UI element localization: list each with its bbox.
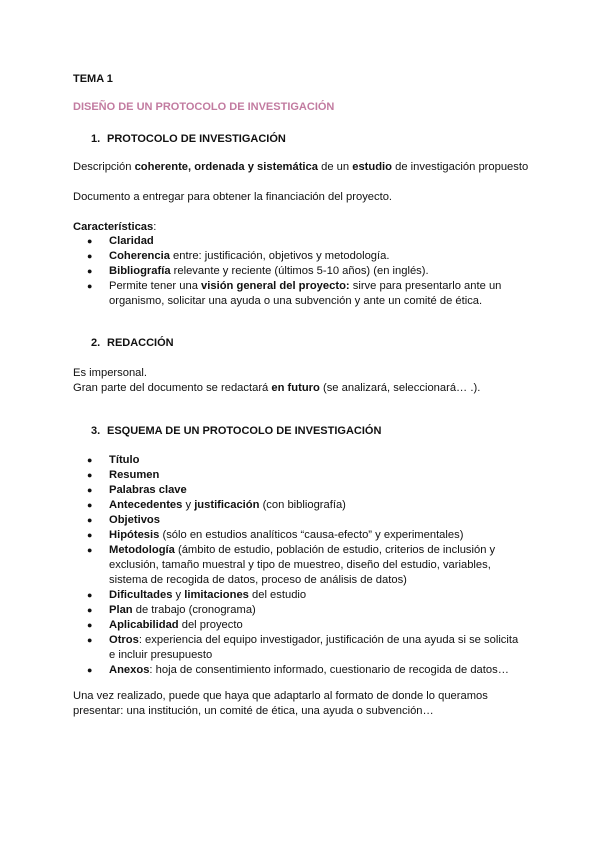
list-item: ● Permite tener una visión general del proyecto: sirve para presentarlo ante un organismo, solicitar una ayuda o una subvención y ante un comité de ética. — [73, 279, 505, 309]
list-item: ● Antecedentes y justificación (con bibliografía) — [73, 498, 520, 513]
section-2-line-2: Gran parte del documento se redactará en futuro (se analizará, seleccionará… .). — [73, 382, 481, 394]
list-item: ● Objetivos — [73, 513, 520, 528]
list-item: ● Claridad — [73, 234, 505, 249]
section-1-number: 1. — [91, 133, 101, 145]
list-item: ● Otros: experiencia del equipo investigador, justificación de una ayuda si se solicita e incluir presupuesto — [73, 633, 520, 663]
list-item: ● Hipótesis (sólo en estudios analíticos “causa-efecto” y experimentales) — [73, 528, 520, 543]
section-3-title: ESQUEMA DE UN PROTOCOLO DE INVESTIGACIÓN — [107, 425, 382, 437]
list-item: ● Dificultades y limitaciones del estudio — [73, 588, 520, 603]
section-2-number: 2. — [91, 337, 101, 349]
list-item: ● Resumen — [73, 468, 520, 483]
section-2-line-1: Es impersonal. — [73, 367, 147, 379]
closing-line-2: presentar: una institución, un comité de ética, una ayuda o subvención… — [73, 705, 434, 717]
list-item: ● Anexos: hoja de consentimiento informado, cuestionario de recogida de datos… — [73, 663, 520, 678]
section-1-heading — [91, 132, 550, 147]
section-1-title: PROTOCOLO DE INVESTIGACIÓN — [107, 133, 286, 145]
list-item: ● Palabras clave — [73, 483, 520, 498]
characteristics-label: Características: — [73, 221, 157, 233]
section-1-purpose: Documento a entregar para obtener la financiación del proyecto. — [73, 191, 393, 203]
section-1-description: Descripción coherente, ordenada y sistemática de un estudio de investigación propuesto — [73, 161, 529, 173]
outline-list — [73, 453, 520, 678]
tema-heading: TEMA 1 — [73, 73, 113, 85]
characteristics-list — [73, 234, 505, 309]
section-3-heading — [91, 424, 550, 439]
document-subtitle: DISEÑO DE UN PROTOCOLO DE INVESTIGACIÓN — [73, 101, 335, 113]
section-2-heading — [91, 336, 550, 351]
list-item: ● Coherencia entre: justificación, objetivos y metodología. — [73, 249, 505, 264]
list-item: ● Título — [73, 453, 520, 468]
list-item: ● Metodología (ámbito de estudio, población de estudio, criterios de inclusión y exclusión, tamaño muestral y tipo de muestreo, diseño del estudio, variables, sistema de recogida de datos, proceso de análisis de datos) — [73, 543, 520, 588]
section-2-title: REDACCIÓN — [107, 337, 174, 349]
list-item: ● Aplicabilidad del proyecto — [73, 618, 520, 633]
section-3-number: 3. — [91, 425, 101, 437]
list-item: ● Plan de trabajo (cronograma) — [73, 603, 520, 618]
closing-line-1: Una vez realizado, puede que haya que adaptarlo al formato de donde lo queramos — [73, 690, 488, 702]
list-item: ● Bibliografía relevante y reciente (últimos 5-10 años) (en inglés). — [73, 264, 505, 279]
